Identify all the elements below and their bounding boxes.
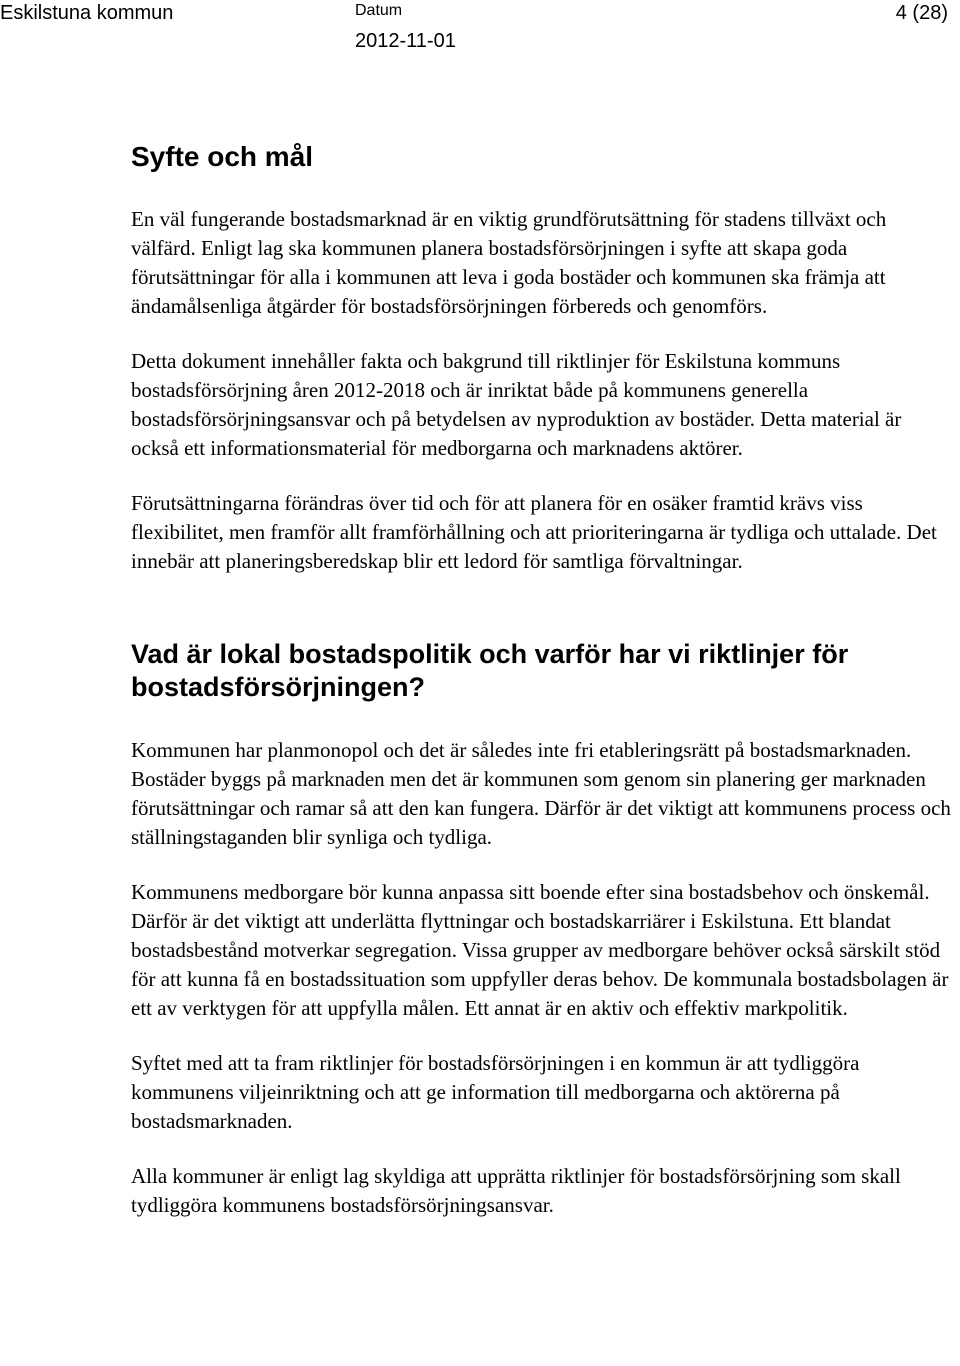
document-body [131, 140, 953, 1246]
paragraph: Detta dokument innehåller fakta och bakgrund till riktlinjer för Eskilstuna kommuns bostadsförsörjning åren 2012-2018 och är inriktat både på kommunens generella bostadsförsörjningsansvar och på betydelsen av nyproduktion av bostäder. Detta material är också ett informationsmaterial för medborgarna och marknadens aktörer. [131, 349, 902, 460]
page-header [0, 0, 960, 60]
document-date: 2012-11-01 [355, 30, 456, 52]
organization-name: Eskilstuna kommun [0, 2, 174, 24]
paragraph: Kommunens medborgare bör kunna anpassa sitt boende efter sina bostadsbehov och önskemål. Därför är det viktigt att underlätta flyttningar och bostadskarriärer i Eskilstuna. Ett blandat bostadsbestånd motverkar segregation. Vissa grupper av medborgare behöver också särskilt stöd för att kunna få en bostadssituation som uppfyller deras behov. De kommunala bostadsbolagen är ett av verktygen för att uppfylla målen. Ett annat är en aktiv och effektiv markpolitik. [131, 880, 949, 1020]
date-label: Datum [355, 2, 403, 19]
paragraph: Förutsättningarna förändras över tid och för att planera för en osäker framtid krävs viss flexibilitet, men framför allt framförhållning och att prioriteringarna är tydliga och uttalade. Det innebär att planeringsberedskap blir ett ledord för samtliga förvaltningar. [131, 491, 937, 573]
section-heading-bostadspolitik: Vad är lokal bostadspolitik och varför har vi riktlinjer för bostadsförsörjningen? [131, 639, 849, 702]
paragraph: Syftet med att ta fram riktlinjer för bostadsförsörjningen i en kommun är att tydliggöra kommunens viljeinriktning och att ge information till medborgarna och aktörerna på bostadsmarknaden. [131, 1051, 860, 1133]
paragraph: En väl fungerande bostadsmarknad är en viktig grundförutsättning för stadens tillväxt och välfärd. Enligt lag ska kommunen planera bostadsförsörjningen i syfte att skapa goda förutsättningar för alla i kommunen att leva i goda bostäder och kommunen ska främja att ändamålsenliga åtgärder för bostadsförsörjningen förbereds och genomförs. [131, 207, 887, 318]
section-heading-syfte: Syfte och mål [131, 141, 314, 172]
page-number: 4 (28) [895, 2, 948, 24]
paragraph: Kommunen har planmonopol och det är således inte fri etableringsrätt på bostadsmarknaden. Bostäder byggs på marknaden men det är kommunen som genom sin planering ger marknaden förutsättningar och ramar så att den kan fungera. Därför är det viktigt att kommunens process och ställningstaganden blir synliga och tydliga. [131, 738, 951, 849]
paragraph: Alla kommuner är enligt lag skyldiga att upprätta riktlinjer för bostadsförsörjning som skall tydliggöra kommunens bostadsförsörjningsansvar. [131, 1164, 901, 1217]
